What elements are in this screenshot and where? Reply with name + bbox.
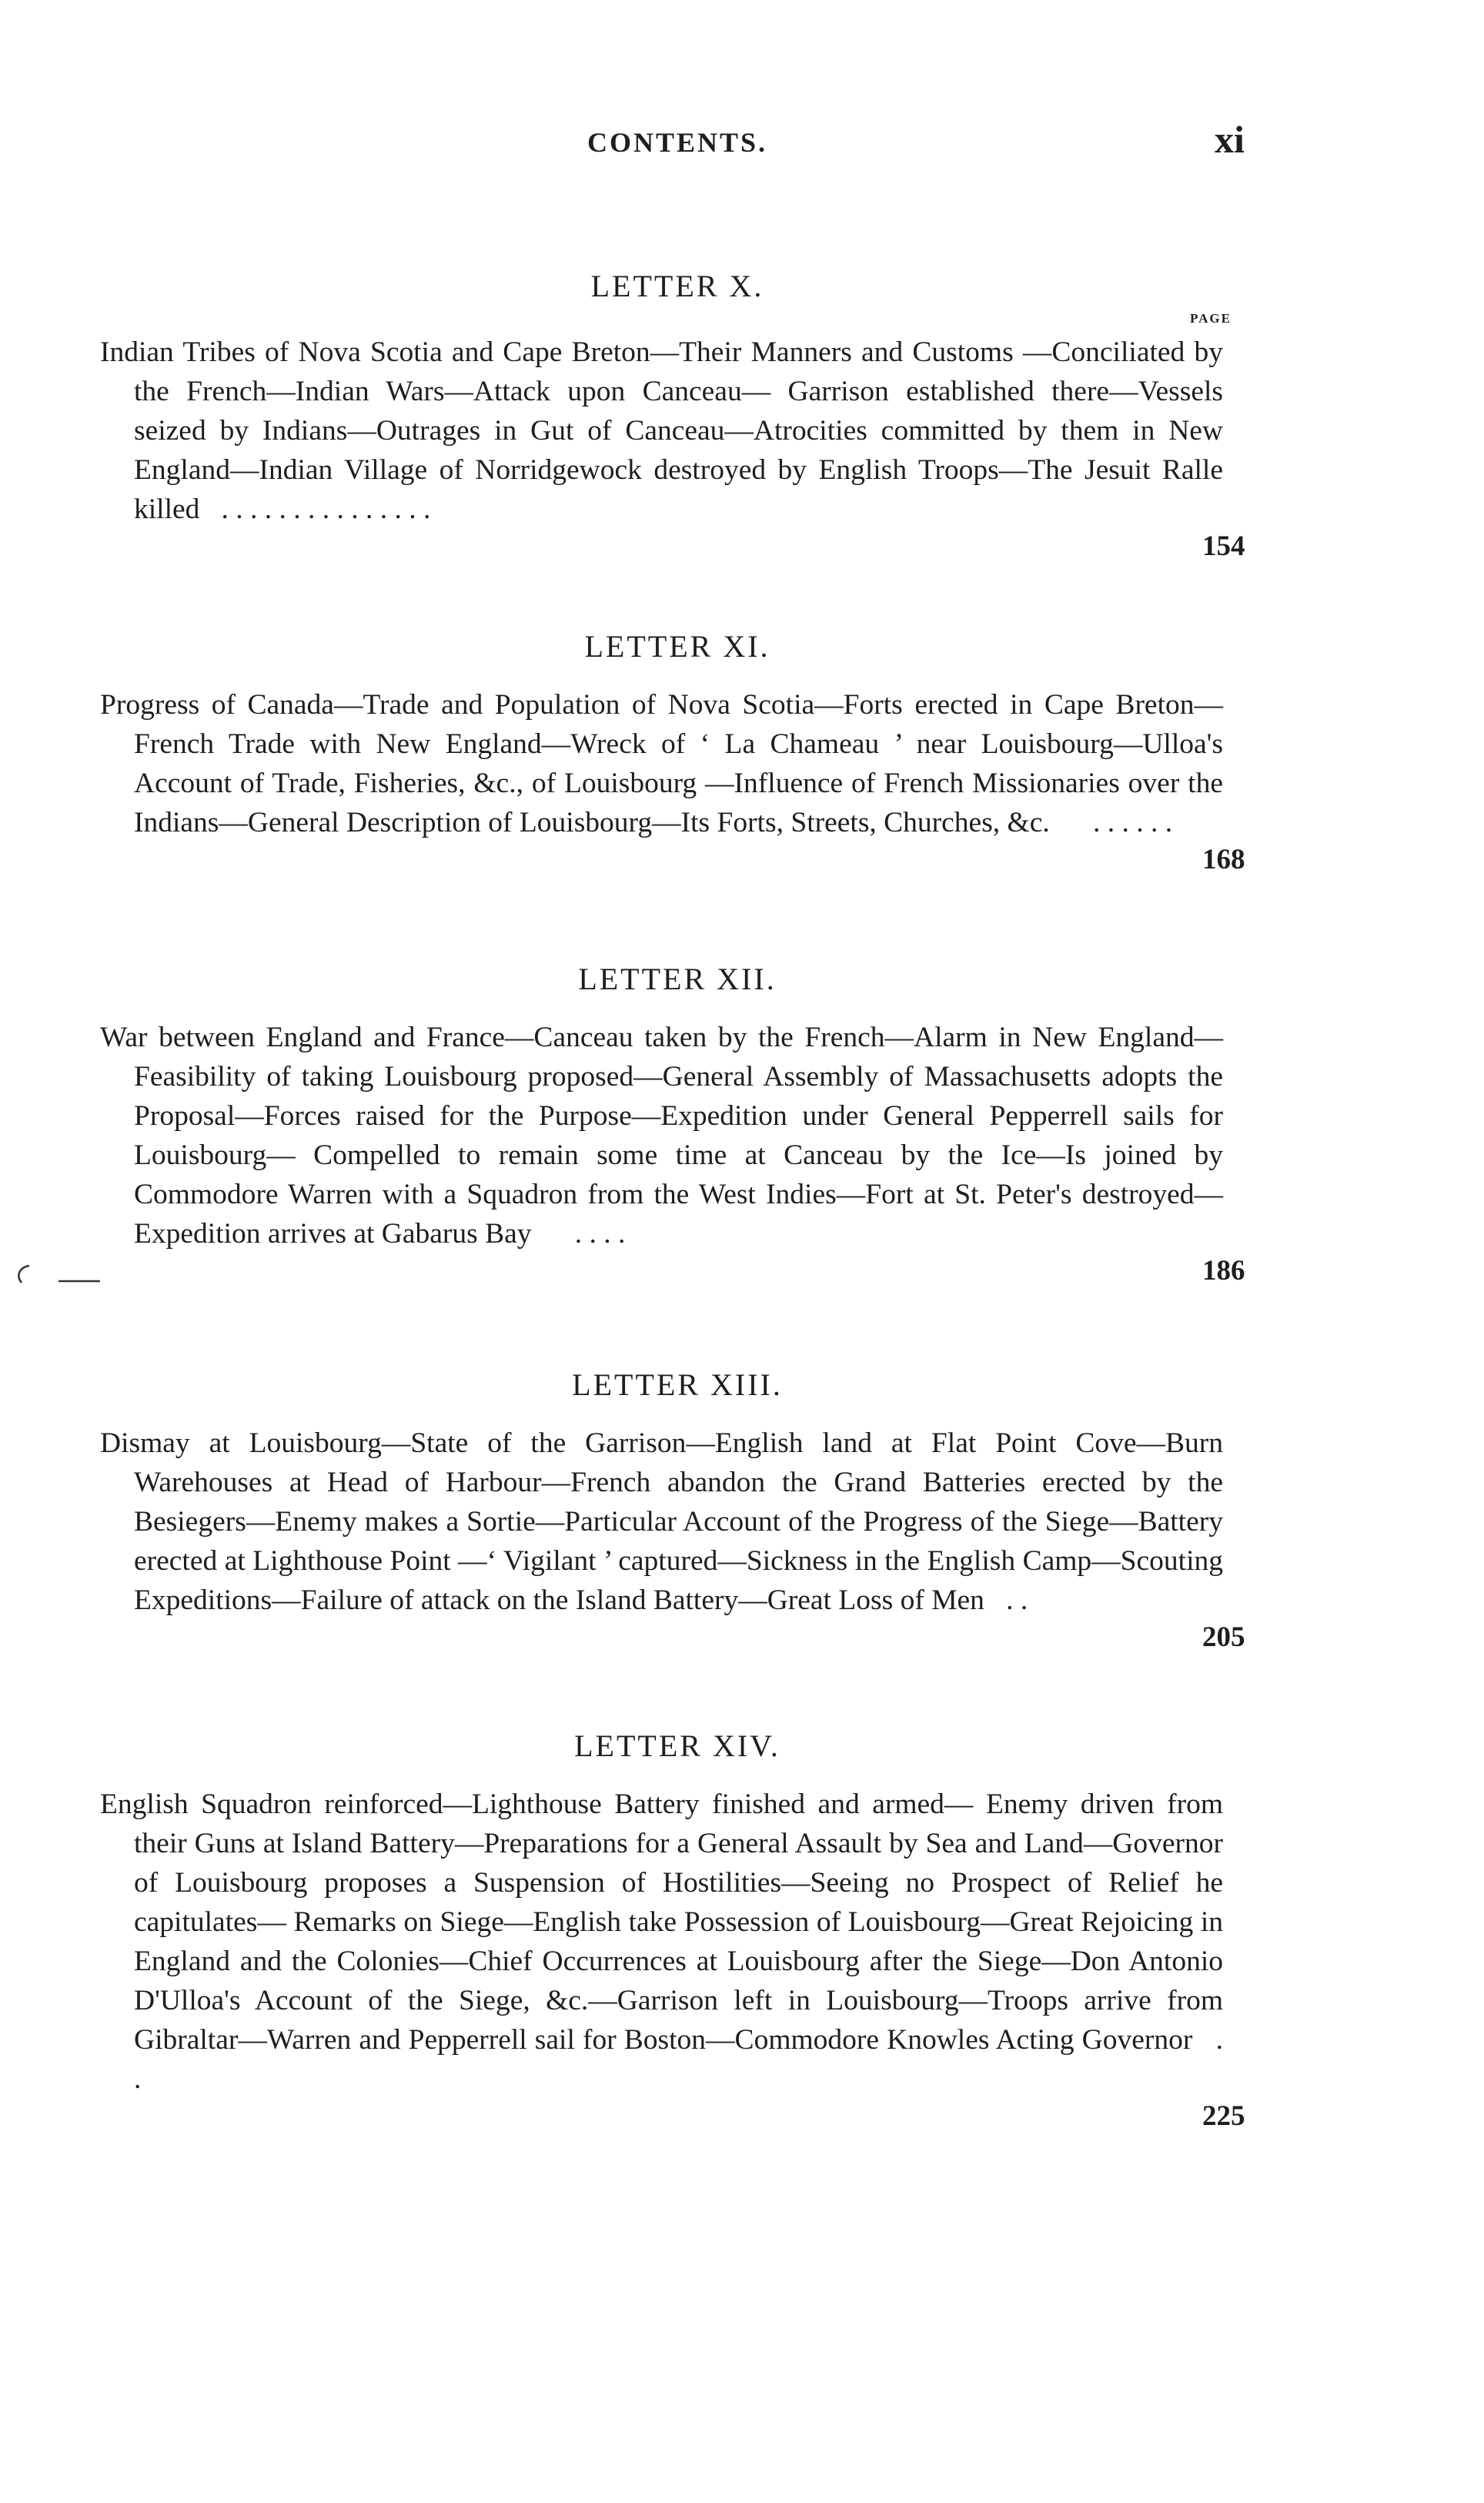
dot-leader: . . . . [574,1218,626,1250]
dot-leader: . . [1006,1584,1028,1616]
page-number: 168 [1202,844,1245,875]
running-title: CONTENTS. [587,127,768,158]
letter-heading: LETTER XI. [584,629,770,664]
page-number: 154 [1202,530,1245,562]
page-number: 225 [1202,2100,1245,2132]
letter-heading: LETTER XII. [578,962,777,996]
summary-text: English Squadron reinforced—Lighthouse Battery finished and armed— Enemy driven from their Guns at Island Battery—Preparations for a General Assault by Sea and Land—Governor of Louisbourg proposes a Suspension of Hostilities—Seeing no Prospect of Relief he capitulates— Remarks on Siege—English take Possession of Louisbourg—Great Rejoicing in England and the Colonies—Chief Occurrences at Louisbourg after the Siege—Don Antonio D'Ulloa's Account of the Siege, &c.—Garrison left in Louisbourg—Troops arrive from Gibraltar—Warren and Pepperrell sail for Boston—Commodore Knowles Acting Governor [100,1789,1223,2056]
dot-leader: . . . . . . . . . . . . . . . [221,494,431,525]
letter-summary [100,685,1223,842]
summary-text: Progress of Canada—Trade and Population of Nova Scotia—Forts erected in Cape Breton—French Trade with New England—Wreck of ‘ La Chameau ’ near Louisbourg—Ulloa's Account of Trade, Fisheries, &c., of Louisbourg —Influence of French Missionaries over the Indians—General Description of Louisbourg—Its Forts, Streets, Churches, &c. [100,689,1223,838]
letter-heading: LETTER XIII. [572,1367,783,1402]
margin-pen-mark [8,1261,115,1287]
letter-summary [100,333,1223,529]
page-number: 205 [1202,1621,1245,1653]
letter-heading: LETTER XIV. [574,1728,780,1763]
dot-leader: . . [134,2024,1224,2095]
letter-summary [100,1018,1223,1253]
running-head [0,118,1484,168]
page-column-label: PAGE [1190,311,1232,326]
summary-text: Dismay at Louisbourg—State of the Garrison—English land at Flat Point Cove—Burn Warehouses at Head of Harbour—French abandon the Grand Batteries erected by the Besiegers—Enemy makes a Sortie—Particular Account of the Progress of the Siege—Battery erected at Lighthouse Point —‘ Vigilant ’ captured—Sickness in the English Camp—Scouting Expeditions—Failure of attack on the Island Battery—Great Loss of Men [100,1427,1223,1616]
summary-text: War between England and France—Canceau taken by the French—Alarm in New England—Feasibility of taking Louisbourg proposed—General Assembly of Massachusetts adopts the Proposal—Forces raised for the Purpose—Expedition under General Pepperrell sails for Louisbourg— Compelled to remain some time at Canceau by the Ice—Is joined by Commodore Warren with a Squadron from the West Indies—Fort at St. Peter's destroyed—Expedition arrives at Gabarus Bay [100,1022,1223,1250]
dot-leader: . . . . . . [1092,807,1173,838]
letter-heading: LETTER X. [590,269,764,303]
letter-summary [100,1785,1223,2099]
summary-text: Indian Tribes of Nova Scotia and Cape Breton—Their Manners and Customs —Conciliated by the French—Indian Wars—Attack upon Canceau— Garrison established there—Vessels seized by Indians—Outrages in Gut of Canceau—Atrocities committed by them in New England—Indian Village of Norridgewock destroyed by English Troops—The Jesuit Ralle killed [100,336,1223,525]
page-number: 186 [1202,1255,1245,1287]
letter-summary [100,1424,1223,1620]
folio-number: xi [1215,118,1245,161]
